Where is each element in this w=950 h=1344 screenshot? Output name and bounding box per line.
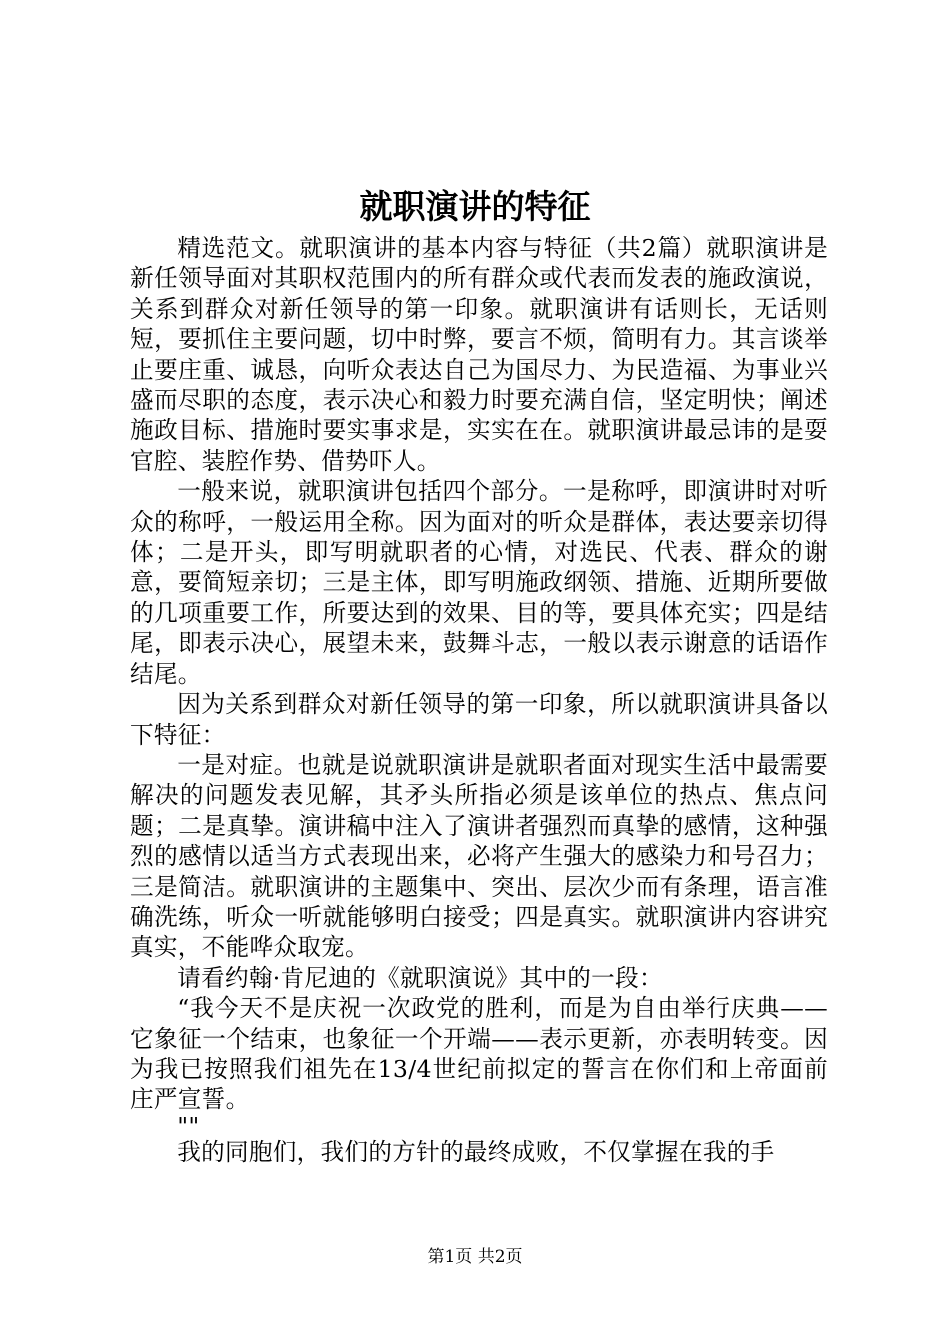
- paragraph: 一般来说，就职演讲包括四个部分。一是称呼，即演讲时对听众的称呼，一般运用全称。因为面对的听众是群体，表达要亲切得体；二是开头，即写明就职者的心情，对选民、代表、群众的谢意，要简短亲切；三是主体，即写明施政纲领、措施、近期所要做的几项重要工作，所要达到的效果、目的等，要具体充实；四是结尾，即表示决心，展望未来，鼓舞斗志，一般以表示谢意的话语作结尾。: [130, 477, 828, 688]
- paragraph: 一是对症。也就是说就职演讲是就职者面对现实生活中最需要解决的问题发表见解，其矛头所指必须是该单位的热点、焦点问题；二是真挚。演讲稿中注入了演讲者强烈而真挚的感情，这种强烈的感情以适当方式表现出来，必将产生强大的感染力和号召力；三是简洁。就职演讲的主题集中、突出、层次少而有条理，语言准确洗练，听众一听就能够明白接受；四是真实。就职演讲内容讲究真实，不能哗众取宠。: [130, 750, 828, 962]
- quote-paragraph: “我今天不是庆祝一次政党的胜利，而是为自由举行庆典——它象征一个结束，也象征一个开端——表示更新，亦表明转变。因为我已按照我们祖先在13/4世纪前拟定的誓言在你们和上帝面前庄严宣誓。: [130, 994, 828, 1114]
- paragraph: 因为关系到群众对新任领导的第一印象，所以就职演讲具备以下特征：: [130, 690, 828, 749]
- paragraph: 我的同胞们，我们的方针的最终成败，不仅掌握在我的手: [177, 1137, 775, 1166]
- paragraph: 请看约翰·肯尼迪的《就职演说》其中的一段：: [177, 963, 663, 992]
- quote-marks: "": [177, 1111, 200, 1140]
- paragraph: 精选范文。就职演讲的基本内容与特征（共2篇）就职演讲是新任领导面对其职权范围内的所有群众或代表而发表的施政演说，关系到群众对新任领导的第一印象。就职演讲有话则长，无话则短，要抓住主要问题，切中时弊，要言不烦，简明有力。其言谈举止要庄重、诚恳，向听众表达自己为国尽力、为民造福、为事业兴盛而尽职的态度，表示决心和毅力时要充满自信，坚定明快；阐述施政目标、措施时要实事求是，实实在在。就职演讲最忌讳的是耍官腔、装腔作势、借势吓人。: [130, 234, 828, 475]
- document-title: 就职演讲的特征: [359, 187, 591, 226]
- document-body: [130, 233, 828, 1167]
- page-number-footer: 第1页 共2页: [427, 1247, 523, 1267]
